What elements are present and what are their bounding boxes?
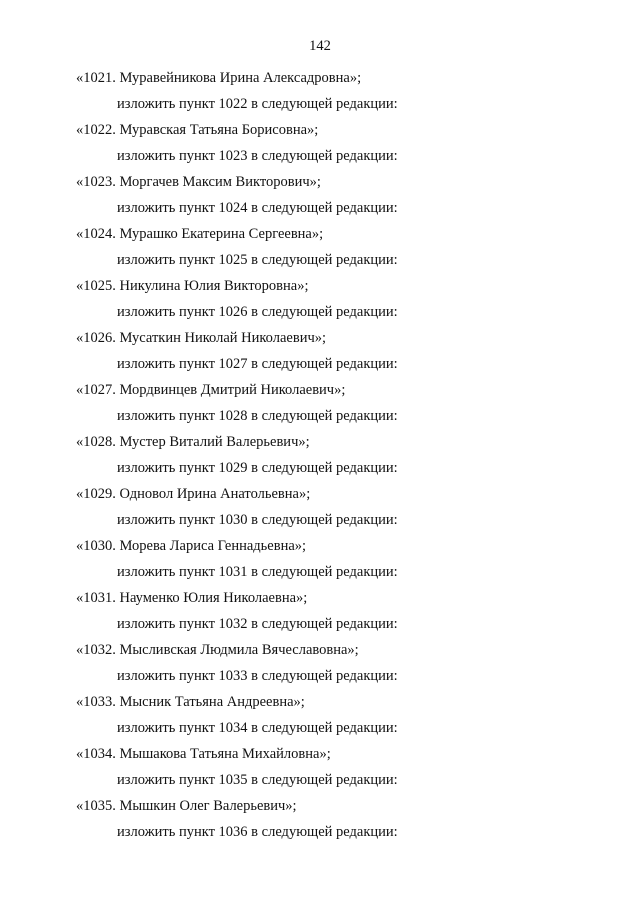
- amendment-list: [0, 68, 640, 848]
- list-item-entry: «1032. Мысливская Людмила Вячеславовна»;: [76, 642, 359, 658]
- list-item-entry: «1022. Муравская Татьяна Борисовна»;: [76, 122, 319, 138]
- list-item-instruction: изложить пункт 1022 в следующей редакции:: [117, 96, 398, 112]
- list-item-entry: «1035. Мышкин Олег Валерьевич»;: [76, 798, 297, 814]
- list-item-instruction: изложить пункт 1034 в следующей редакции:: [117, 720, 398, 736]
- list-item-instruction: изложить пункт 1023 в следующей редакции:: [117, 148, 398, 164]
- list-item-instruction: изложить пункт 1030 в следующей редакции:: [117, 512, 398, 528]
- list-item-entry: «1029. Одновол Ирина Анатольевна»;: [76, 486, 311, 502]
- list-item-instruction: изложить пункт 1028 в следующей редакции:: [117, 408, 398, 424]
- list-item-entry: «1026. Мусаткин Николай Николаевич»;: [76, 330, 327, 346]
- list-item-instruction: изложить пункт 1033 в следующей редакции:: [117, 668, 398, 684]
- list-item-instruction: изложить пункт 1027 в следующей редакции:: [117, 356, 398, 372]
- list-item-entry: «1021. Муравейникова Ирина Алексадровна»;: [76, 70, 362, 86]
- list-item-entry: «1031. Науменко Юлия Николаевна»;: [76, 590, 308, 606]
- list-item-instruction: изложить пункт 1029 в следующей редакции:: [117, 460, 398, 476]
- list-item-instruction: изложить пункт 1036 в следующей редакции:: [117, 824, 398, 840]
- list-item-instruction: изложить пункт 1032 в следующей редакции:: [117, 616, 398, 632]
- page-number: 142: [309, 38, 331, 54]
- list-item-instruction: изложить пункт 1025 в следующей редакции:: [117, 252, 398, 268]
- list-item-entry: «1033. Мысник Татьяна Андреевна»;: [76, 694, 305, 710]
- list-item-instruction: изложить пункт 1031 в следующей редакции:: [117, 564, 398, 580]
- list-item-entry: «1034. Мышакова Татьяна Михайловна»;: [76, 746, 331, 762]
- list-item-entry: «1023. Моргачев Максим Викторович»;: [76, 174, 321, 190]
- list-item-entry: «1025. Никулина Юлия Викторовна»;: [76, 278, 309, 294]
- list-item-instruction: изложить пункт 1026 в следующей редакции:: [117, 304, 398, 320]
- list-item-entry: «1027. Мордвинцев Дмитрий Николаевич»;: [76, 382, 346, 398]
- list-item-entry: «1024. Мурашко Екатерина Сергеевна»;: [76, 226, 324, 242]
- list-item-entry: «1030. Морева Лариса Геннадьевна»;: [76, 538, 307, 554]
- list-item-instruction: изложить пункт 1035 в следующей редакции:: [117, 772, 398, 788]
- list-item-instruction: изложить пункт 1024 в следующей редакции:: [117, 200, 398, 216]
- list-item-entry: «1028. Мустер Виталий Валерьевич»;: [76, 434, 310, 450]
